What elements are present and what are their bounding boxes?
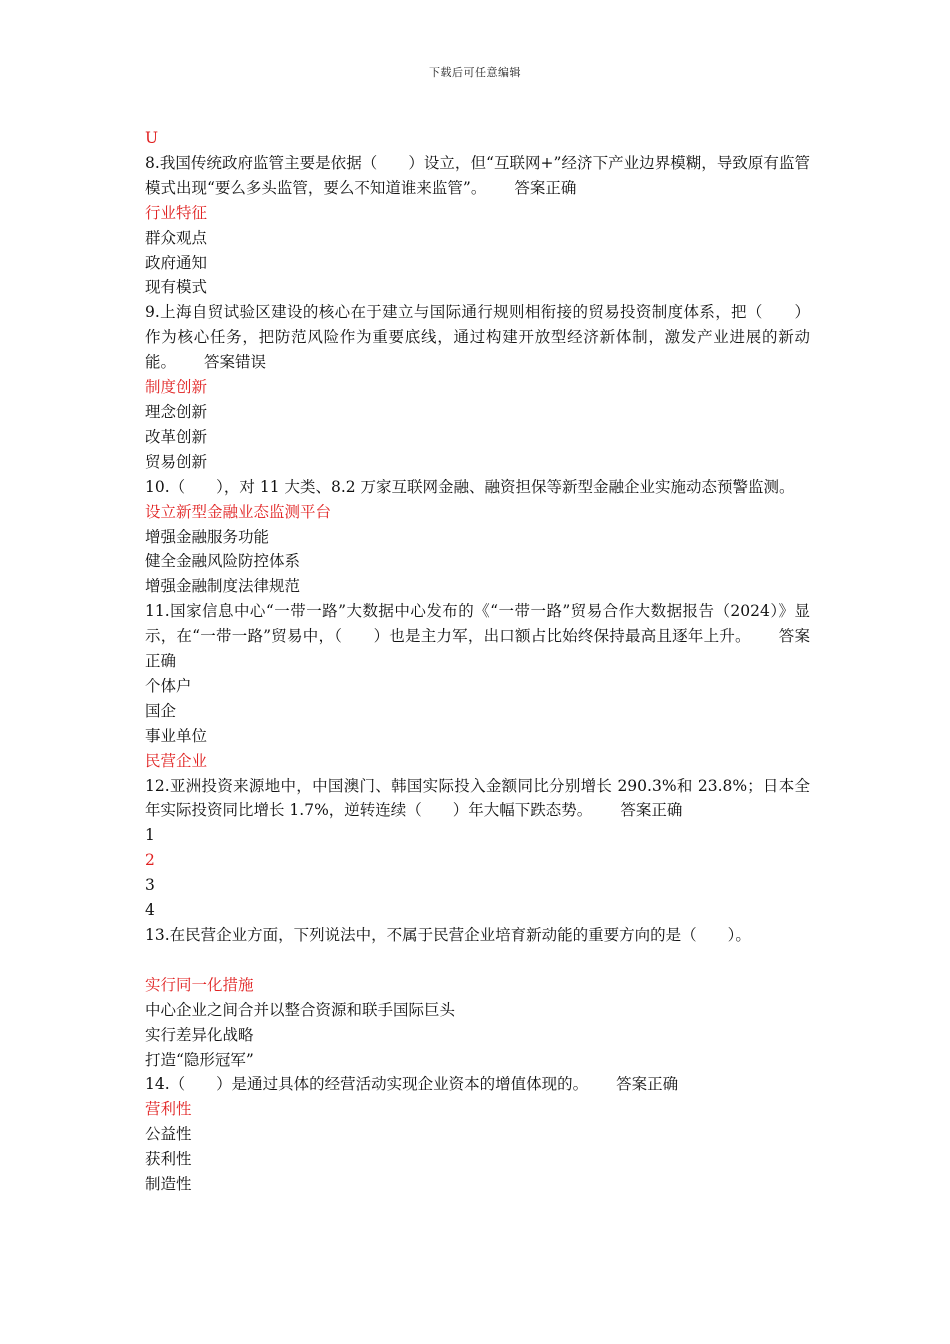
question-12-result: 答案正确 <box>620 801 683 820</box>
question-10-option: 增强金融服务功能 <box>145 527 270 546</box>
leading-answer: U <box>145 129 159 147</box>
question-10-option: 增强金融制度法律规范 <box>145 577 301 596</box>
question-8-option: 政府通知 <box>145 253 208 272</box>
question-13-option: 中心企业之间合并以整合资源和联手国际巨头 <box>145 1000 456 1019</box>
question-14 <box>145 1072 810 1097</box>
question-11-option: 个体户 <box>145 676 192 695</box>
question-12-option: 4 <box>145 901 155 920</box>
question-8-option-correct: 行业特征 <box>145 203 208 222</box>
question-12-option: 3 <box>145 876 155 895</box>
question-12-option: 1 <box>145 826 155 845</box>
question-11-option: 国企 <box>145 701 177 720</box>
question-9 <box>145 300 810 375</box>
page-header: 下载后可任意编辑 <box>429 66 521 79</box>
blank-line <box>145 948 810 973</box>
question-10 <box>145 475 810 500</box>
question-13-text: 13.在民营企业方面，下列说法中，不属于民营企业培育新动能的重要方向的是（ ）。 <box>145 926 751 944</box>
question-9-text: 9.上海自贸试验区建设的核心在于建立与国际通行规则相衔接的贸易投资制度体系，把（ ）作为核心任务，把防范风险作为重要底线，通过构建开放型经济新体制，激发产业进展的新动能。 <box>145 303 810 372</box>
question-14-option: 制造性 <box>145 1175 192 1194</box>
question-8-option: 群众观点 <box>145 228 208 247</box>
question-11 <box>145 599 810 674</box>
question-11-text: 11.国家信息中心“一带一路”大数据中心发布的《“一带一路”贸易合作大数据报告（2024）》显示，在“一带一路”贸易中，（ ）也是主力军，出口额占比始终保持最高且逐年上升。 <box>145 602 810 646</box>
question-14-result: 答案正确 <box>616 1075 679 1094</box>
question-10-option: 健全金融风险防控体系 <box>145 552 301 571</box>
question-9-result: 答案错误 <box>204 353 267 372</box>
question-11-result: 答案正确 <box>145 627 810 671</box>
question-13-option-correct: 实行同一化措施 <box>145 975 254 994</box>
question-8 <box>145 151 810 201</box>
question-8-option: 现有模式 <box>145 278 208 297</box>
question-14-option: 公益性 <box>145 1125 192 1144</box>
question-8-text: 8.我国传统政府监管主要是依据（ ）设立，但“互联网+”经济下产业边界模糊，导致原有监管模式出现“要么多头监管，要么不知道谁来监管”。 <box>145 153 810 197</box>
question-10-text: 10.（ ），对 11 大类、8.2 万家互联网金融、融资担保等新型金融企业实施动态预警监测。 <box>145 477 795 496</box>
document-body <box>145 126 810 1197</box>
question-12-option-correct: 2 <box>145 851 155 870</box>
question-11-option: 事业单位 <box>145 726 208 745</box>
question-9-option: 改革创新 <box>145 427 208 446</box>
question-13-option: 实行差异化战略 <box>145 1025 254 1044</box>
question-10-option-correct: 设立新型金融业态监测平台 <box>145 502 332 521</box>
question-12 <box>145 774 810 824</box>
question-11-option-correct: 民营企业 <box>145 751 208 770</box>
question-13-option: 打造“隐形冠军” <box>145 1050 254 1069</box>
question-9-option-correct: 制度创新 <box>145 378 208 397</box>
question-14-text: 14.（ ）是通过具体的经营活动实现企业资本的增值体现的。 <box>145 1075 589 1094</box>
question-14-option-correct: 营利性 <box>145 1100 192 1119</box>
question-13 <box>145 923 810 948</box>
question-8-result: 答案正确 <box>514 178 577 197</box>
question-14-option: 获利性 <box>145 1150 192 1169</box>
question-9-option: 贸易创新 <box>145 452 208 471</box>
question-9-option: 理念创新 <box>145 402 208 421</box>
question-12-text: 12.亚洲投资来源地中，中国澳门、韩国实际投入金额同比分别增长 290.3%和 23.8%；日本全年实际投资同比增长 1.7%，逆转连续（ ）年大幅下跌态势。 <box>145 776 810 820</box>
